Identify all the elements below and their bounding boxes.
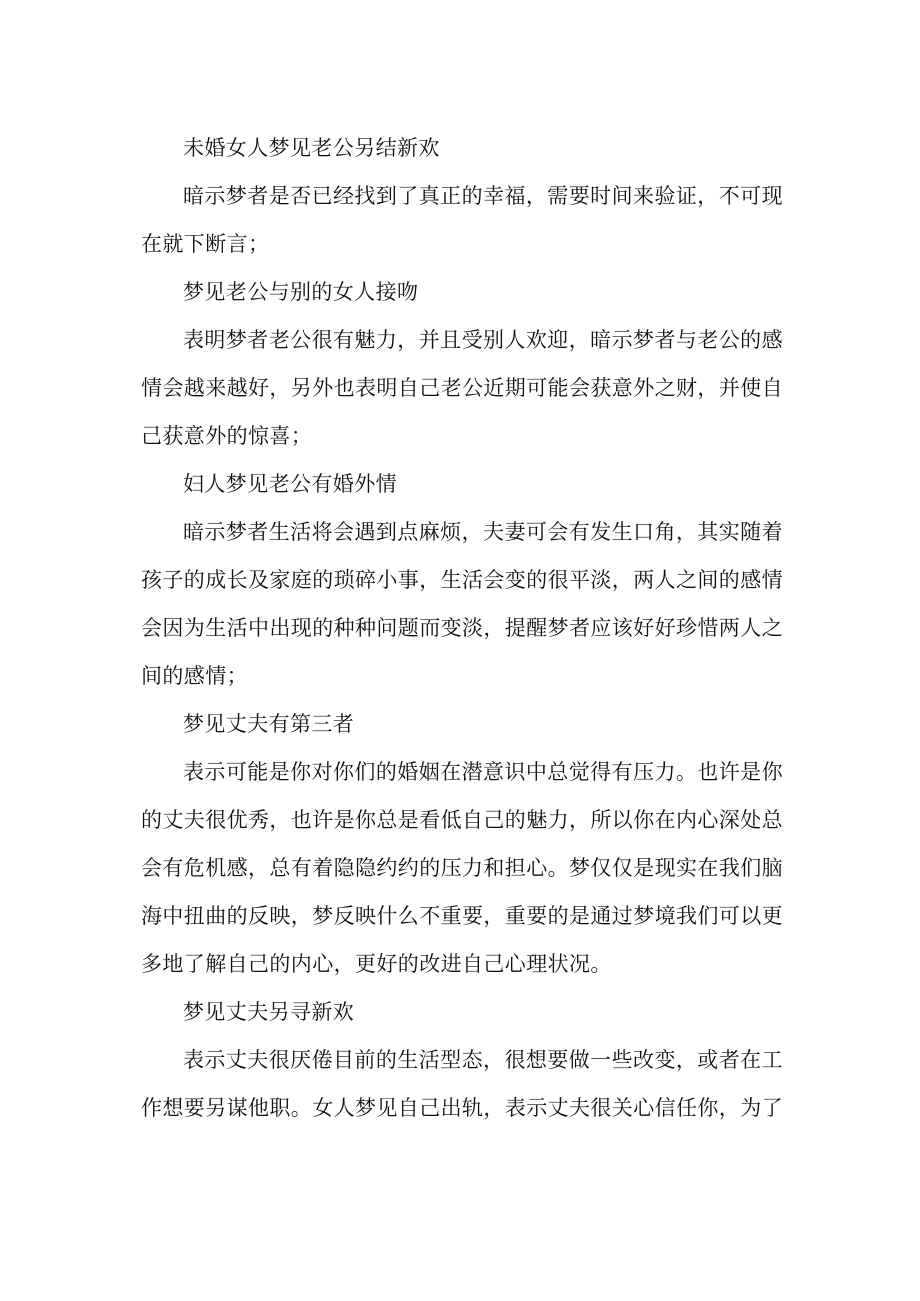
section-paragraph: 暗示梦者是否已经找到了真正的幸福，需要时间来验证，不可现在就下断言； (141, 184, 783, 256)
section-heading: 梦见老公与别的女人接吻 (183, 280, 419, 304)
section-paragraph: 表示可能是你对你们的婚姻在潜意识中总觉得有压力。也许是你的丈夫很优秀，也许是你总是看低自己的魅力，所以你在内心深处总会有危机感，总有着隐隐约约的压力和担心。梦仅仅是现实在我们脑海中扭曲的反映，梦反映什么不重要，重要的是通过梦境我们可以更多地了解自己的内心，更好的改进自己心理状况。 (141, 760, 783, 976)
section-heading: 梦见丈夫有第三者 (183, 712, 355, 736)
section-paragraph: 暗示梦者生活将会遇到点麻烦，夫妻可会有发生口角，其实随着孩子的成长及家庭的琐碎小事，生活会变的很平淡，两人之间的感情会因为生活中出现的种种问题而变淡，提醒梦者应该好好珍惜两人之间的感情； (141, 520, 783, 688)
section-paragraph: 表明梦者老公很有魅力，并且受别人欢迎，暗示梦者与老公的感情会越来越好，另外也表明自己老公近期可能会获意外之财，并使自己获意外的惊喜； (141, 328, 783, 448)
section-paragraph: 表示丈夫很厌倦目前的生活型态，很想要做一些改变，或者在工作想要另谋他职。女人梦见自己出轨，表示丈夫很关心信任你，为了 (141, 1048, 783, 1120)
section-heading: 未婚女人梦见老公另结新欢 (183, 136, 440, 160)
section-heading: 妇人梦见老公有婚外情 (183, 472, 397, 496)
section-heading: 梦见丈夫另寻新欢 (183, 1000, 355, 1024)
document-body (141, 124, 783, 1132)
